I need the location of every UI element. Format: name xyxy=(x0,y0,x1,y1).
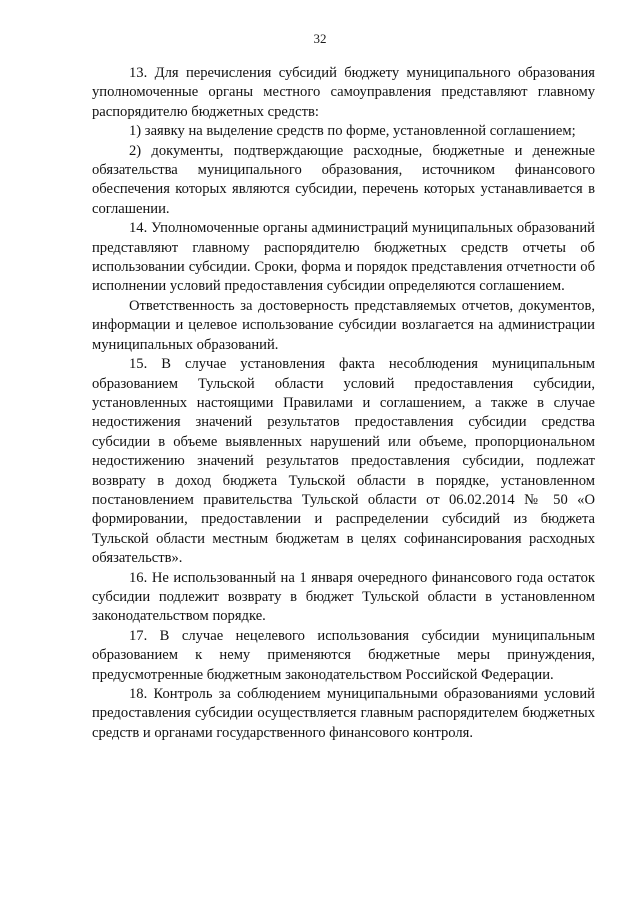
document-body xyxy=(92,64,595,743)
paragraph-18: 18. Контроль за соблюдением муниципальными образованиями условий предоставления субсидии осуществляется главным распорядителем бюджетных средств и органами государственного финансового контроля. xyxy=(92,686,595,741)
paragraph-17: 17. В случае нецелевого использования субсидии муниципальным образованием к нему применяются бюджетные меры принуждения, предусмотренные бюджетным законодательством Российской Федерации. xyxy=(92,627,595,683)
paragraph-responsibility: Ответственность за достоверность представляемых отчетов, документов, информации и целевое использование субсидии возлагается на администрации муниципальных образований. xyxy=(92,297,595,353)
paragraph-13-item-2: 2) документы, подтверждающие расходные, бюджетные и денежные обязательства муниципального образования, источником финансового обеспечения которых являются субсидии, перечень которых устанавливается в соглашении. xyxy=(92,142,595,217)
page-number: 32 xyxy=(313,31,327,46)
paragraph-14: 14. Уполномоченные органы администраций муниципальных образований представляют главному распорядителю бюджетных средств отчеты об использовании субсидии. Сроки, форма и порядок представления отчетности об исполнении условий предоставления субсидии определяются соглашением. xyxy=(92,220,595,295)
paragraph-16: 16. Не использованный на 1 января очередного финансового года остаток субсидии подлежит возврату в бюджет Тульской области в установленном законодательством порядке. xyxy=(92,569,595,625)
paragraph-15: 15. В случае установления факта несоблюдения муниципальным образованием Тульской области условий предоставления субсидии, установленных настоящими Правилами и соглашением, а также в случае недостижения значений результатов предоставления субсидии средства субсидии в объеме выявленных нарушений или объеме, пропорциональном недостижению значений результатов предоставления субсидии, подлежат возврату в доход бюджета Тульской области в порядке, установленном постановлением правительства Тульской области от 06.02.2014 № 50 «О формировании, предоставлении и распределении субсидий из бюджета Тульской области местным бюджетам в целях софинансирования расходных обязательств». xyxy=(92,356,595,567)
paragraph-13-item-1: 1) заявку на выделение средств по форме, установленной соглашением; xyxy=(129,123,576,140)
paragraph-13: 13. Для перечисления субсидий бюджету муниципального образования уполномоченные органы местного самоуправления представляют главному распорядителю бюджетных средств: xyxy=(92,65,595,120)
